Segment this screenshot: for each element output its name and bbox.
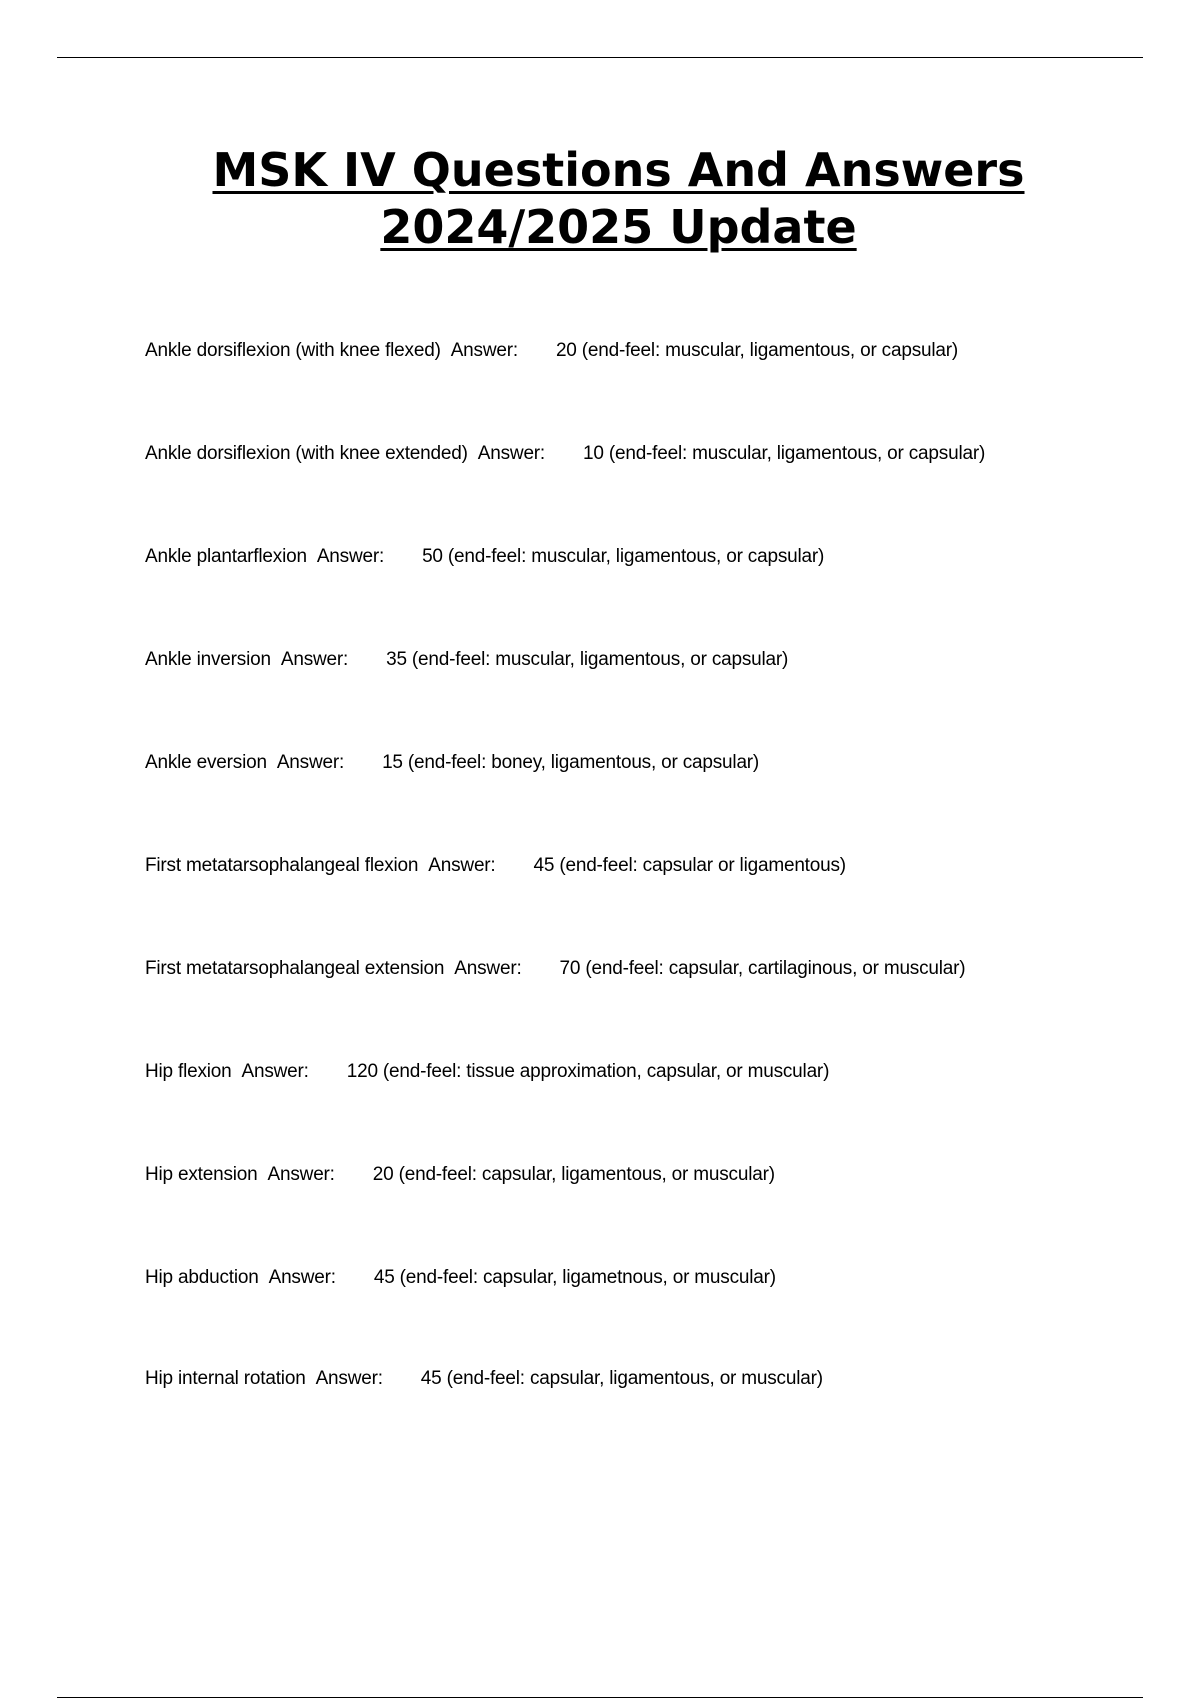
question-text: First metatarsophalangeal flexion [145, 855, 419, 876]
answer-label: Answer: [316, 546, 385, 567]
qa-list [145, 326, 1160, 1457]
answer-label: Answer: [267, 1164, 335, 1185]
answer-label: Answer: [428, 855, 496, 876]
answer-text: 15 (end-feel: boney, ligamentous, or capsular) [382, 752, 760, 773]
answer-label: Answer: [315, 1368, 383, 1389]
answer-label: Answer: [454, 958, 522, 979]
answer-text: 50 (end-feel: muscular, ligamentous, or capsular) [422, 546, 825, 567]
qa-item [145, 1150, 1160, 1253]
answer-text: 10 (end-feel: muscular, ligamentous, or capsular) [583, 443, 986, 464]
qa-item [145, 429, 1160, 532]
qa-item [145, 326, 1160, 429]
page-title [0, 142, 1200, 256]
answer-text: 45 (end-feel: capsular or ligamentous) [533, 855, 846, 876]
bottom-rule [57, 1697, 1143, 1698]
answer-label: Answer: [280, 649, 349, 670]
question-text: Ankle dorsiflexion (with knee flexed) [145, 340, 441, 361]
answer-text: 45 (end-feel: capsular, ligamentous, or muscular) [420, 1368, 823, 1389]
qa-item [145, 635, 1160, 738]
qa-item [145, 738, 1160, 841]
question-text: Hip flexion [145, 1061, 232, 1082]
question-text: Ankle inversion [145, 649, 271, 670]
question-text: Ankle dorsiflexion (with knee extended) [145, 443, 468, 464]
question-text: Ankle plantarflexion [145, 546, 307, 567]
answer-text: 35 (end-feel: muscular, ligamentous, or capsular) [386, 649, 789, 670]
question-text: Hip abduction [145, 1267, 259, 1288]
title-line-1: MSK IV Questions And Answers [212, 143, 1025, 197]
answer-text: 70 (end-feel: capsular, cartilaginous, or muscular) [559, 958, 966, 979]
answer-label: Answer: [268, 1267, 336, 1288]
title-line-2: 2024/2025 Update [380, 200, 857, 254]
qa-item [145, 532, 1160, 635]
question-text: First metatarsophalangeal extension [145, 958, 445, 979]
top-rule [57, 57, 1143, 58]
answer-label: Answer: [241, 1061, 309, 1082]
answer-label: Answer: [450, 340, 518, 361]
qa-item [145, 944, 1160, 1047]
answer-label: Answer: [477, 443, 546, 464]
question-text: Hip internal rotation [145, 1368, 306, 1389]
answer-text: 20 (end-feel: capsular, ligamentous, or muscular) [372, 1164, 775, 1185]
answer-label: Answer: [276, 752, 345, 773]
qa-item [145, 1253, 1160, 1356]
answer-text: 20 (end-feel: muscular, ligamentous, or capsular) [555, 340, 959, 361]
answer-text: 45 (end-feel: capsular, ligametnous, or muscular) [373, 1267, 776, 1288]
qa-item [145, 841, 1160, 944]
qa-item [145, 1354, 1160, 1457]
question-text: Ankle eversion [145, 752, 267, 773]
answer-text: 120 (end-feel: tissue approximation, capsular, or muscular) [346, 1061, 830, 1082]
qa-item [145, 1047, 1160, 1150]
question-text: Hip extension [145, 1164, 258, 1185]
